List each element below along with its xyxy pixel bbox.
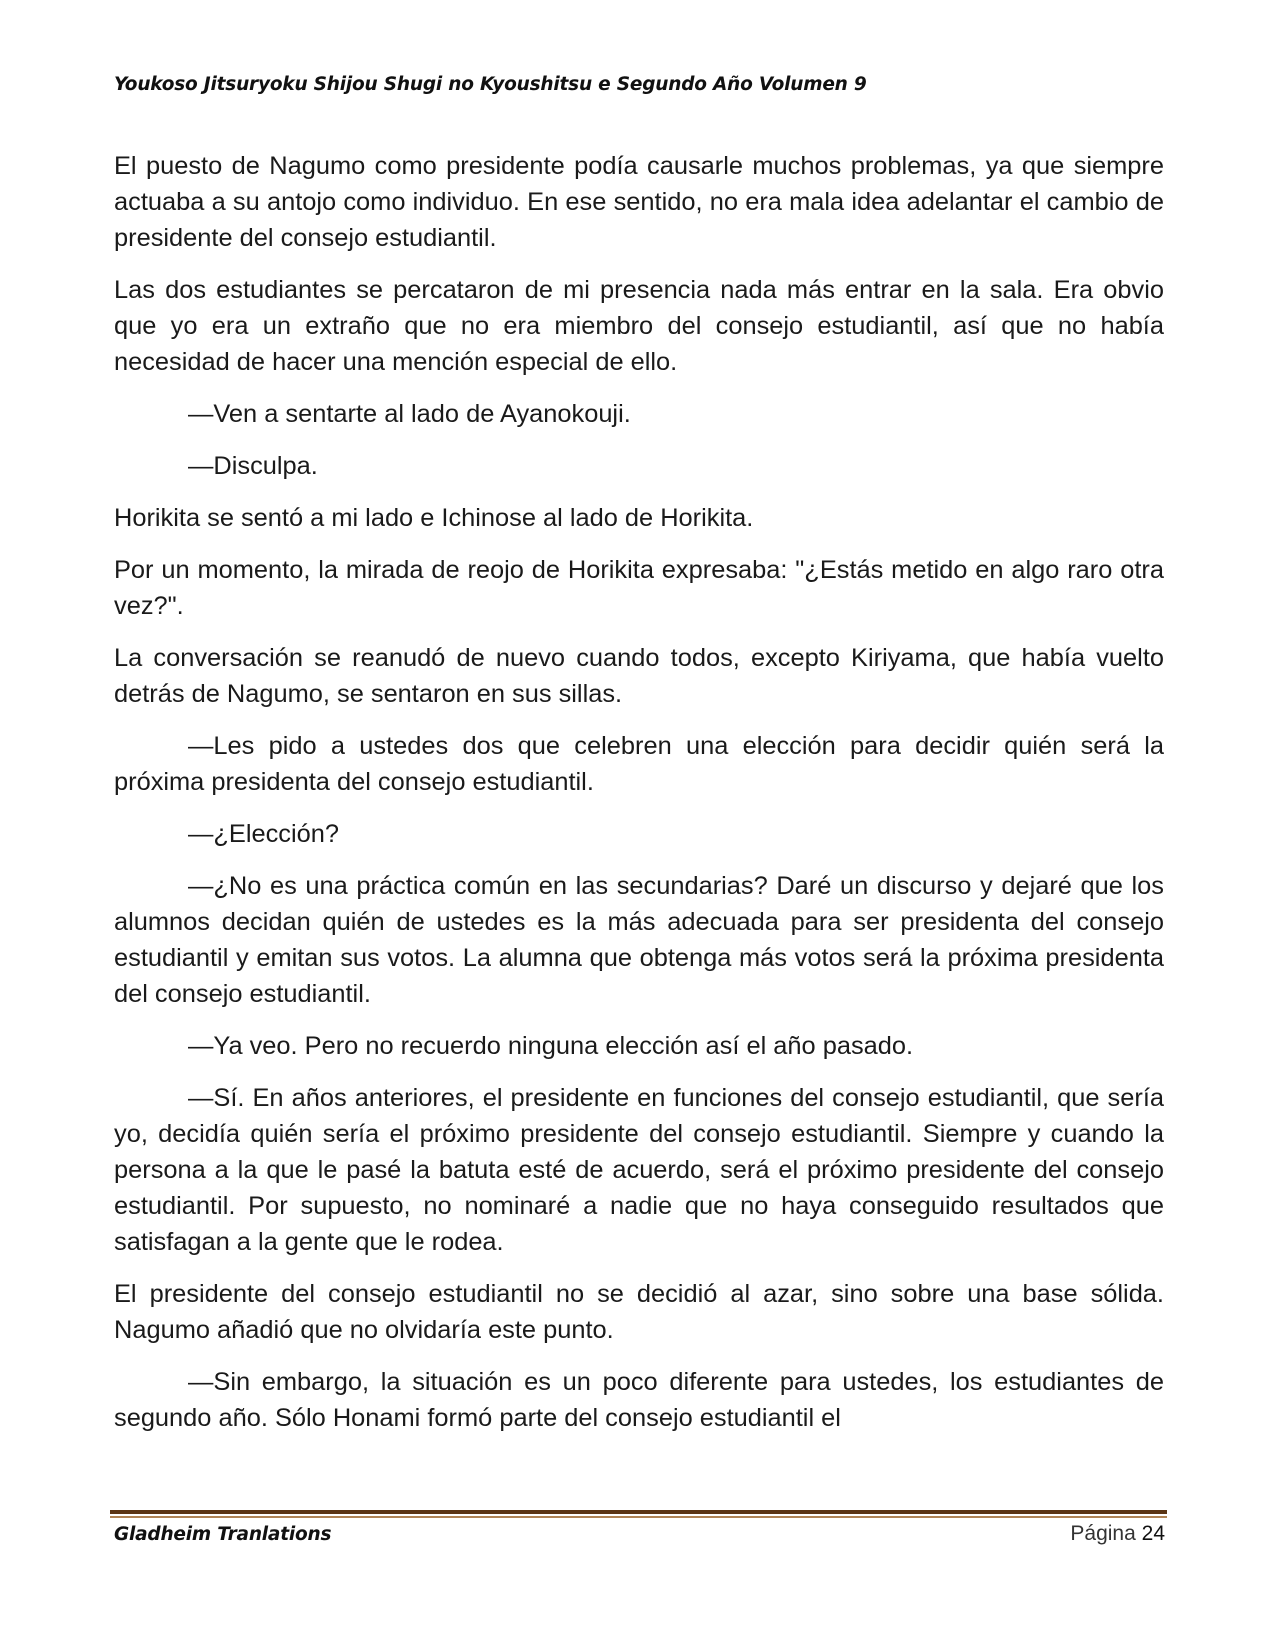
dialogue-line: —Sin embargo, la situación es un poco diferente para ustedes, los estudiantes de segundo año. Sólo Honami formó parte del consejo estudiantil el	[114, 1368, 1164, 1432]
header-title: Youkoso Jitsuryoku Shijou Shugi no Kyoushitsu e Segundo Año Volumen 9	[114, 74, 867, 95]
dialogue-line: —Disculpa.	[188, 452, 318, 480]
dialogue-line: —¿Elección?	[188, 820, 339, 848]
paragraph: El puesto de Nagumo como presidente podía causarle muchos problemas, ya que siempre actuaba a su antojo como individuo. En ese sentido, no era mala idea adelantar el cambio de presidente del consejo estudiantil.	[114, 152, 1164, 252]
footer-divider-thin	[110, 1516, 1167, 1518]
dialogue-line: —Les pido a ustedes dos que celebren una elección para decidir quién será la próxima presidenta del consejo estudiantil.	[114, 732, 1164, 796]
footer-divider	[110, 1510, 1167, 1518]
paragraph: El presidente del consejo estudiantil no se decidió al azar, sino sobre una base sólida. Nagumo añadió que no olvidaría este punto.	[114, 1280, 1164, 1344]
paragraph: Por un momento, la mirada de reojo de Horikita expresaba: "¿Estás metido en algo raro otra vez?".	[114, 556, 1164, 620]
footer-translator: Gladheim Tranlations	[114, 1524, 332, 1545]
body-text	[114, 148, 1164, 1452]
paragraph: Las dos estudiantes se percataron de mi presencia nada más entrar en la sala. Era obvio que yo era un extraño que no era miembro del consejo estudiantil, así que no había necesidad de hacer una mención especial de ello.	[114, 276, 1164, 376]
paragraph: Horikita se sentó a mi lado e Ichinose al lado de Horikita.	[114, 504, 754, 532]
footer-divider-thick	[110, 1510, 1167, 1514]
paragraph: La conversación se reanudó de nuevo cuando todos, excepto Kiriyama, que había vuelto detrás de Nagumo, se sentaron en sus sillas.	[114, 644, 1164, 708]
dialogue-line: —¿No es una práctica común en las secundarias? Daré un discurso y dejaré que los alumnos decidan quién de ustedes es la más adecuada para ser presidenta del consejo estudiantil y emitan sus votos. La alumna que obtenga más votos será la próxima presidenta del consejo estudiantil.	[114, 872, 1164, 1008]
page-label: Página	[1070, 1522, 1136, 1545]
page-number-label	[1070, 1522, 1165, 1546]
page-number: 24	[1141, 1522, 1165, 1545]
dialogue-line: —Ya veo. Pero no recuerdo ninguna elección así el año pasado.	[188, 1032, 914, 1060]
dialogue-line: —Ven a sentarte al lado de Ayanokouji.	[188, 400, 631, 428]
dialogue-line: —Sí. En años anteriores, el presidente en funciones del consejo estudiantil, que sería yo, decidía quién sería el próximo presidente del consejo estudiantil. Siempre y cuando la persona a la que le pasé la batuta esté de acuerdo, será el próximo presidente del consejo estudiantil. Por supuesto, no nominaré a nadie que no haya conseguido resultados que satisfagan a la gente que le rodea.	[114, 1084, 1164, 1256]
